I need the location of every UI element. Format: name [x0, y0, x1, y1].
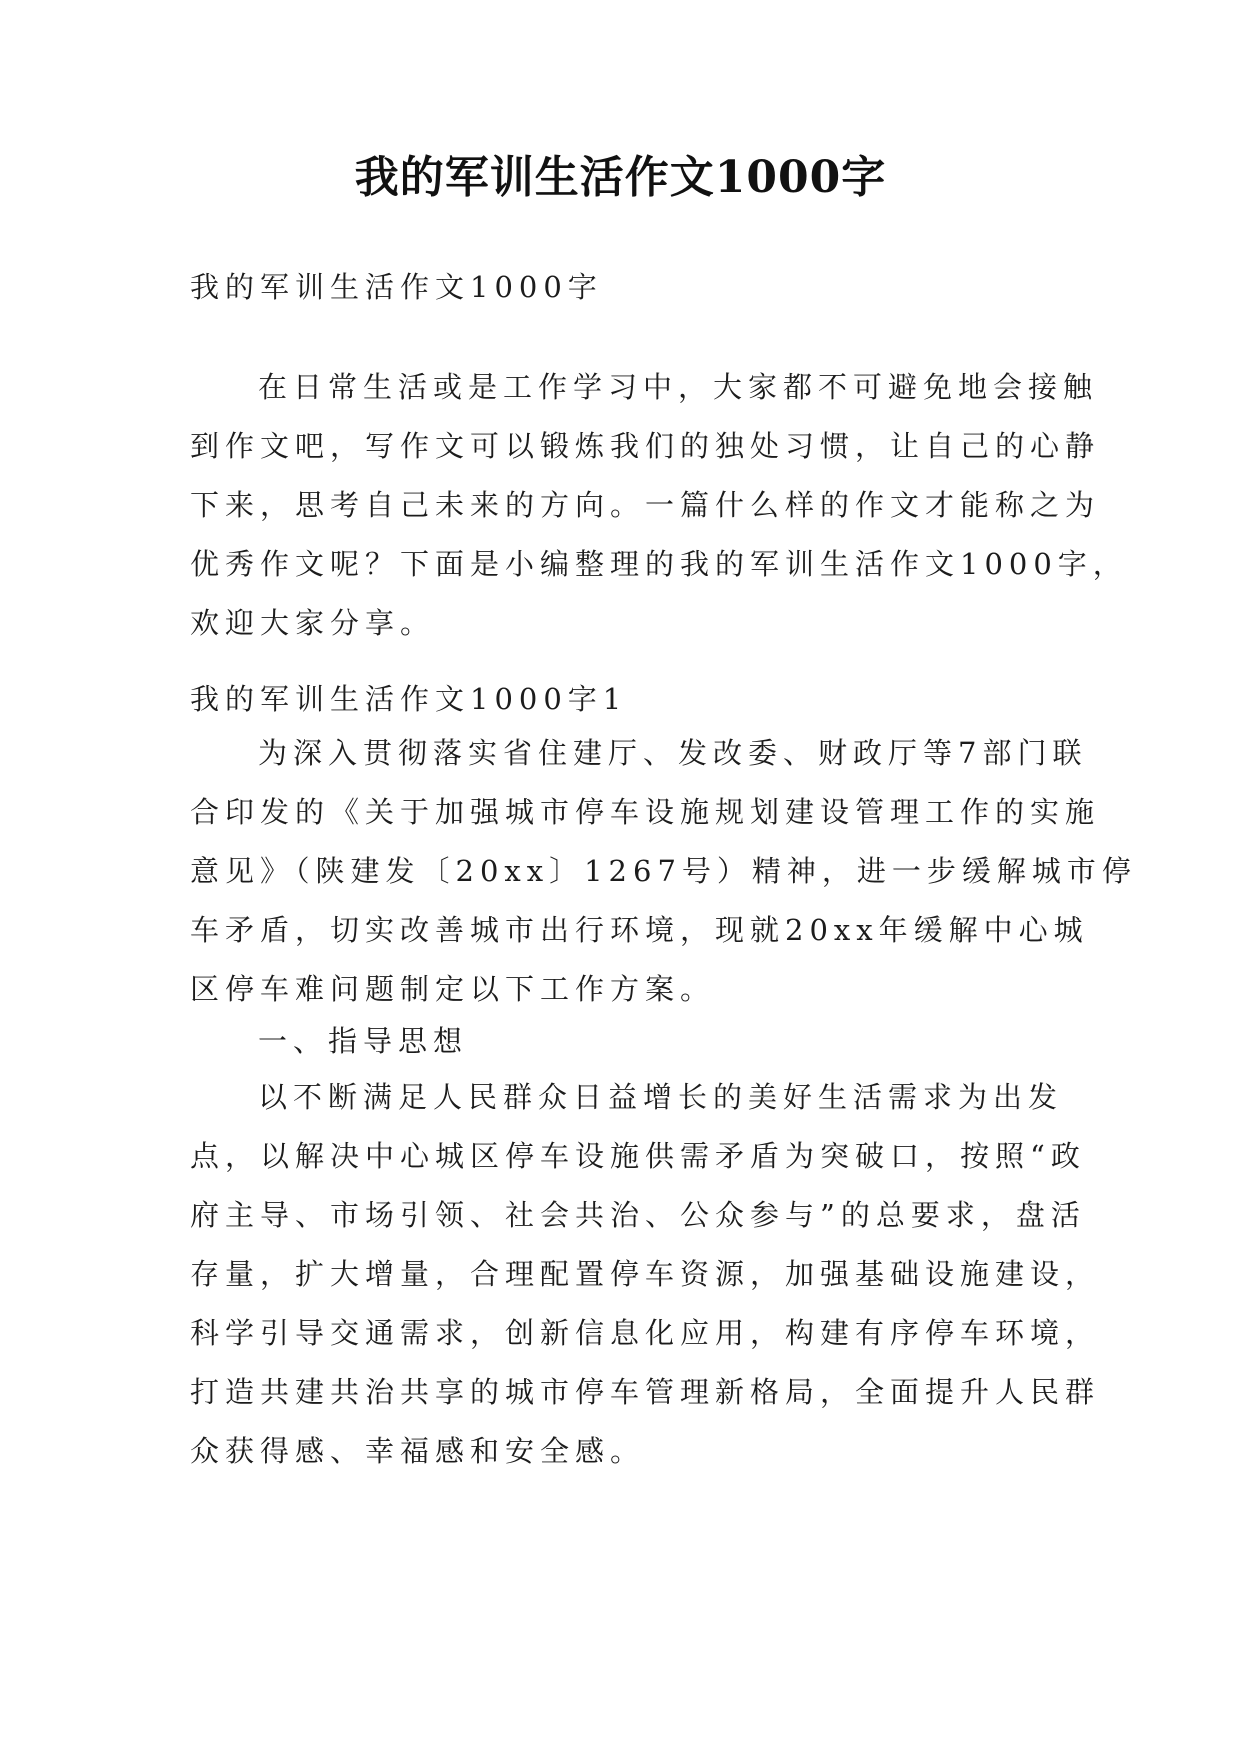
section1-heading-line: 我的军训生活作文1000字1	[190, 682, 628, 716]
section1-para2-line-5: 科学引导交通需求，创新信息化应用，构建有序停车环境，	[190, 1316, 1101, 1350]
section1-paragraph-1	[190, 724, 1137, 1019]
document-title: 我的军训生活作文1000字	[354, 152, 887, 203]
section1-para1-line-4: 车矛盾，切实改善城市出行环境，现就20xx年缓解中心城	[190, 913, 1089, 947]
intro-line-1: 在日常生活或是工作学习中，大家都不可避免地会接触	[258, 370, 1099, 404]
document-subtitle	[190, 258, 1052, 317]
intro-line-4: 优秀作文呢？下面是小编整理的我的军训生活作文1000字，	[190, 547, 1128, 581]
section1-para2-line-7: 众获得感、幸福感和安全感。	[190, 1434, 646, 1468]
subheading-guiding-thought	[190, 1012, 1052, 1071]
section1-para2-line-1: 以不断满足人民群众日益增长的美好生活需求为出发	[258, 1080, 1064, 1114]
section1-para1-line-2: 合印发的《关于加强城市停车设施规划建设管理工作的实施	[190, 795, 1101, 829]
intro-line-5: 欢迎大家分享。	[190, 606, 436, 640]
subheading-1-line: 一、指导思想	[258, 1024, 469, 1058]
section1-paragraph-2	[190, 1068, 1101, 1481]
section1-para2-line-4: 存量，扩大增量，合理配置停车资源，加强基础设施建设，	[190, 1257, 1101, 1291]
section1-para2-line-3: 府主导、市场引领、社会共治、公众参与”的总要求，盘活	[190, 1198, 1086, 1232]
subtitle-line: 我的军训生活作文1000字	[190, 270, 603, 304]
section1-para2-line-2: 点，以解决中心城区停车设施供需矛盾为突破口，按照“政	[190, 1139, 1086, 1173]
intro-line-2: 到作文吧，写作文可以锻炼我们的独处习惯，让自己的心静	[190, 429, 1101, 463]
intro-paragraph	[190, 358, 1128, 653]
section1-para2-line-6: 打造共建共治共享的城市停车管理新格局，全面提升人民群	[190, 1375, 1101, 1409]
section1-para1-line-3: 意见》（陕建发〔20xx〕1267号）精神，进一步缓解城市停	[190, 854, 1137, 888]
intro-line-3: 下来，思考自己未来的方向。一篇什么样的作文才能称之为	[190, 488, 1101, 522]
section1-heading	[190, 670, 1052, 729]
section1-para1-line-5: 区停车难问题制定以下工作方案。	[190, 972, 716, 1006]
section1-para1-line-1: 为深入贯彻落实省住建厅、发改委、财政厅等7部门联	[258, 736, 1088, 770]
